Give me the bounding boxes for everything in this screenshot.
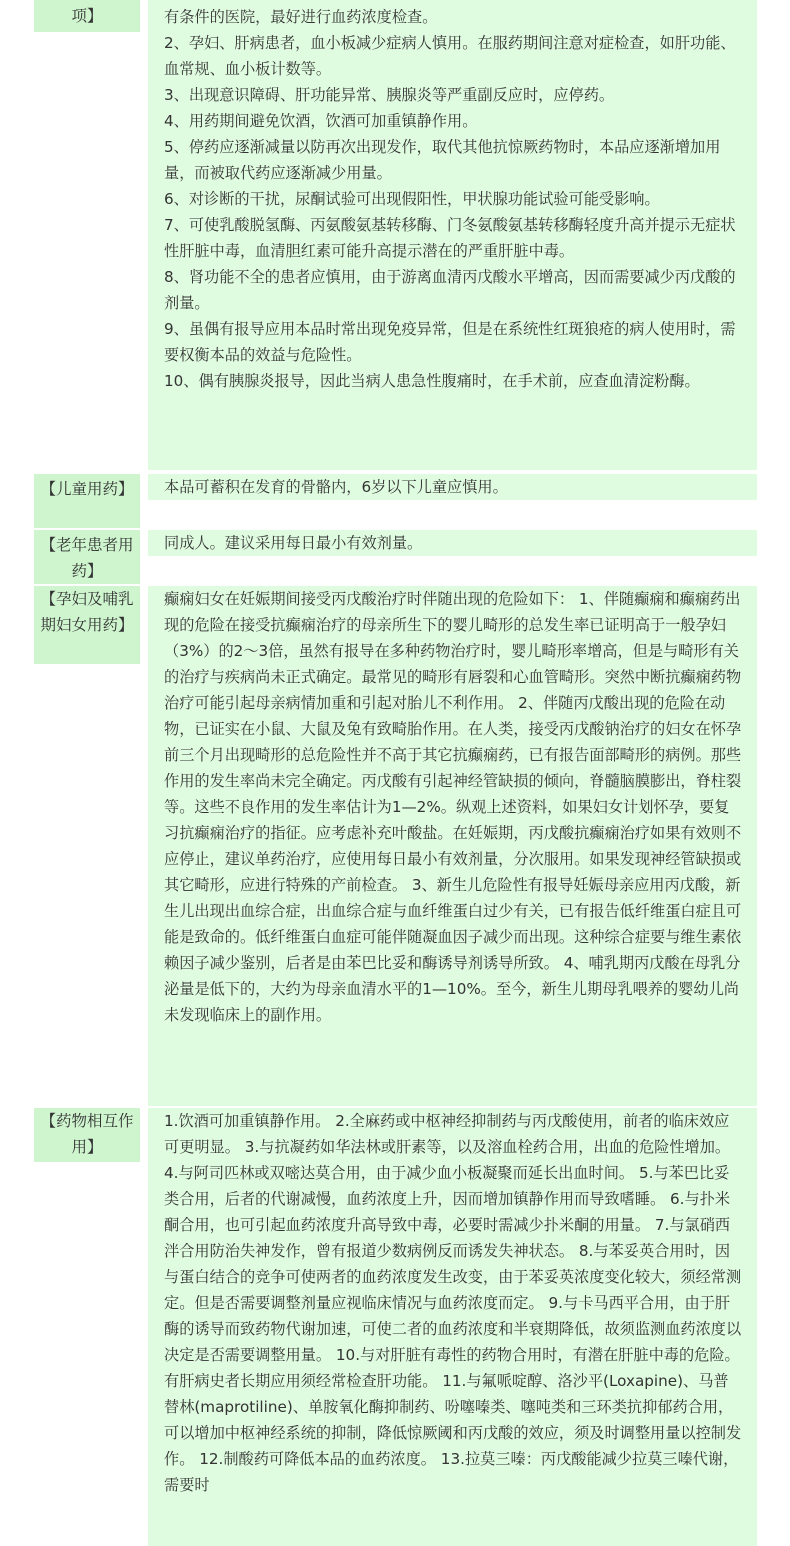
paragraph: 本品可蓄积在发育的骨骼内，6岁以下儿童应慎用。 bbox=[164, 478, 508, 496]
paragraph: 5、停药应逐渐减量以防再次出现发作，取代其他抗惊厥药物时，本品应逐渐增加用量，而被取代药应逐渐减少用量。 bbox=[164, 138, 721, 182]
section-content bbox=[148, 530, 757, 556]
paragraph: 3、出现意识障碍、肝功能异常、胰腺炎等严重副反应时，应停药。 bbox=[164, 86, 615, 104]
paragraph: 同成人。建议采用每日最小有效剂量。 bbox=[164, 534, 423, 552]
paragraph: 2、孕妇、肝病患者，血小板减少症病人慎用。在服药期间注意对症检查，如肝功能、血常规、血小板计数等。 bbox=[164, 34, 736, 78]
section-content bbox=[148, 1108, 757, 1546]
section-interactions bbox=[0, 1108, 790, 1546]
section-content bbox=[148, 586, 757, 1106]
section-label: 【儿童用药】 bbox=[34, 474, 140, 528]
paragraph: 1.饮酒可加重镇静作用。 2.全麻药或中枢神经抑制药与丙戊酸使用，前者的临床效应可更明显。 3.与抗凝药如华法林或肝素等，以及溶血栓药合用，出血的危险性增加。 4.与阿司匹林或双嘧达莫合用，由于减少血小板凝聚而延长出血时间。 5.与苯巴比妥类合用，后者的代谢减慢，血药浓度上升，因而增加镇静作用而导致嗜睡。 6.与扑米酮合用，也可引起血药浓度升高导致中毒，必要时需减少扑米酮的用量。 7.与氯硝西泮合用防治失神发作，曾有报道少数病例反而诱发失神状态。 8.与苯妥英合用时，因与蛋白结合的竞争可使两者的血药浓度发生改变，由于苯妥英浓度变化较大，须经常测定。但是否需要调整剂量应视临床情况与血药浓度而定。 9.与卡马西平合用，由于肝酶的诱导而致药物代谢加速，可使二者的血药浓度和半衰期降低，故须监测血药浓度以决定是否需要调整用量。 10.与对肝脏有毒性的药物合用时，有潜在肝脏中毒的危险。有肝病史者长期应用须经常检查肝功能。 11.与氟哌啶醇、洛沙平(Loxapine)、马普替林(maprotiline)、单胺氧化酶抑制药、吩噻嗪类、噻吨类和三环类抗抑郁药合用，可以增加中枢神经系统的抑制，降低惊厥阈和丙戊酸的效应，须及时调整用量以控制发作。 12.制酸药可降低本品的血药浓度。 13.拉莫三嗪：丙戊酸能减少拉莫三嗪代谢，需要时 bbox=[164, 1112, 742, 1494]
paragraph: 有条件的医院，最好进行血药浓度检查。 bbox=[164, 8, 438, 26]
paragraph: 7、可使乳酸脱氢酶、丙氨酸氨基转移酶、门冬氨酸氨基转移酶轻度升高并提示无症状性肝脏中毒，血清胆红素可能升高提示潜在的严重肝脏中毒。 bbox=[164, 216, 736, 260]
section-label: 项】 bbox=[34, 0, 140, 32]
section-content bbox=[148, 474, 757, 500]
section-label: 【孕妇及哺乳期妇女用药】 bbox=[34, 586, 140, 664]
paragraph: 4、用药期间避免饮酒，饮酒可加重镇静作用。 bbox=[164, 112, 478, 130]
section-precautions bbox=[0, 0, 790, 470]
paragraph: 9、虽偶有报导应用本品时常出现免疫异常，但是在系统性红斑狼疮的病人使用时，需要权衡本品的效益与危险性。 bbox=[164, 320, 736, 364]
section-label: 【药物相互作用】 bbox=[34, 1108, 140, 1162]
paragraph: 10、偶有胰腺炎报导，因此当病人患急性腹痛时，在手术前，应查血清淀粉酶。 bbox=[164, 372, 700, 390]
section-label: 【老年患者用药】 bbox=[34, 530, 140, 584]
paragraph: 8、肾功能不全的患者应慎用，由于游离血清丙戊酸水平增高，因而需要减少丙戊酸的剂量。 bbox=[164, 268, 736, 312]
section-pregnancy bbox=[0, 586, 790, 1106]
section-content bbox=[148, 0, 757, 470]
section-elderly bbox=[0, 530, 790, 584]
paragraph: 6、对诊断的干扰，尿酮试验可出现假阳性，甲状腺功能试验可能受影响。 bbox=[164, 190, 660, 208]
paragraph: 癫痫妇女在妊娠期间接受丙戊酸治疗时伴随出现的危险如下： 1、伴随癫痫和癫痫药出现的危险在接受抗癫痫治疗的母亲所生下的婴儿畸形的总发生率已证明高于一般孕妇（3%）的2～3倍，虽然有报导在多种药物治疗时，婴儿畸形率增高，但是与畸形有关的治疗与疾病尚未正式确定。最常见的畸形有唇裂和心血管畸形。突然中断抗癫痫药物治疗可能引起母亲病情加重和引起对胎儿不利作用。 2、伴随丙戊酸出现的危险在动物，已证实在小鼠、大鼠及兔有致畸胎作用。在人类，接受丙戊酸钠治疗的妇女在怀孕前三个月出现畸形的总危险性并不高于其它抗癫痫药，已有报告面部畸形的病例。那些作用的发生率尚未完全确定。丙戊酸有引起神经管缺损的倾向，脊髓脑膜膨出，脊柱裂等。这些不良作用的发生率估计为1—2%。纵观上述资料，如果妇女计划怀孕，要复习抗癫痫治疗的指征。应考虑补充叶酸盐。在妊娠期，丙戊酸抗癫痫治疗如果有效则不应停止，建议单药治疗，应使用每日最小有效剂量，分次服用。如果发现神经管缺损或其它畸形，应进行特殊的产前检查。 3、新生儿危险性有报导妊娠母亲应用丙戊酸，新生儿出现出血综合症，出血综合症与血纤维蛋白过少有关，已有报告低纤维蛋白症且可能是致命的。低纤维蛋白血症可能伴随凝血因子减少而出现。这种综合症要与维生素依赖因子减少鉴别，后者是由苯巴比妥和酶诱导剂诱导所致。 4、哺乳期丙戊酸在母乳分泌量是低下的，大约为母亲血清水平的1—10%。至今，新生儿期母乳喂养的婴幼儿尚未发现临床上的副作用。 bbox=[164, 590, 742, 1024]
section-pediatric bbox=[0, 474, 790, 528]
